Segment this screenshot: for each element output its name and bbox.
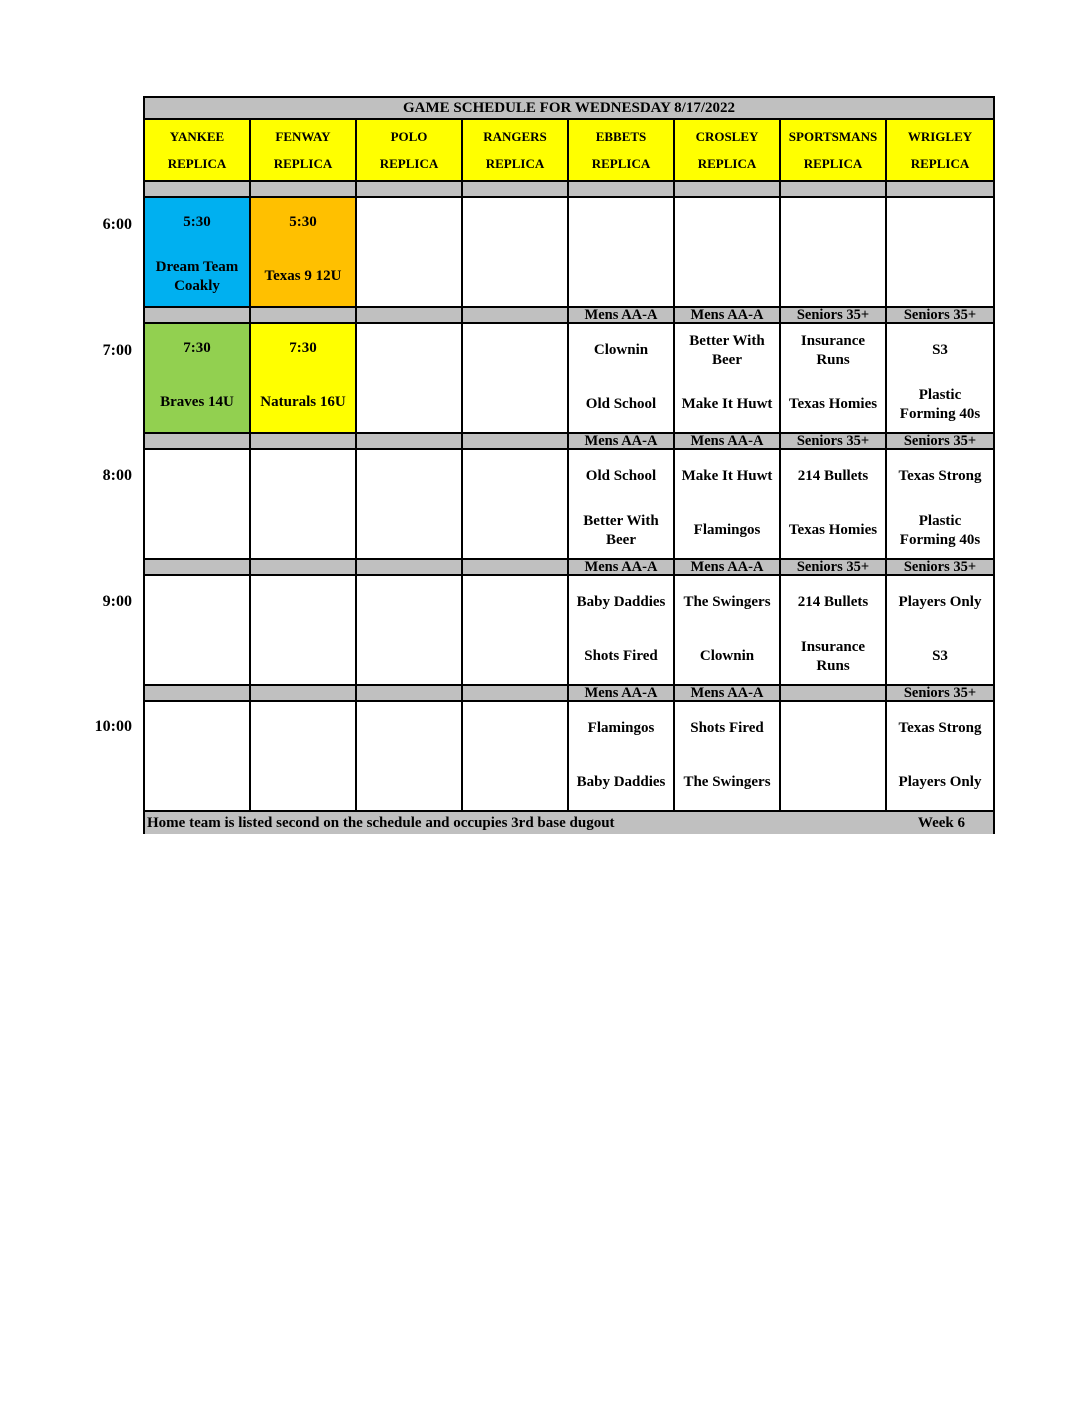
game-top — [781, 198, 885, 252]
time-label: 9:00 — [102, 593, 132, 610]
game-cell — [675, 576, 781, 686]
game-cell — [145, 576, 251, 686]
game-top — [145, 576, 249, 630]
game-top: 5:30 — [289, 214, 317, 231]
division-label: Seniors 35+ — [781, 308, 887, 324]
game-top: 5:30 — [183, 214, 211, 231]
game-top: Better With Beer — [689, 332, 765, 368]
game-top: 214 Bullets — [797, 594, 869, 611]
game-bottom: Texas Homies — [788, 522, 878, 539]
division-label — [145, 686, 251, 702]
game-cell — [887, 576, 993, 686]
game-bottom — [463, 504, 567, 558]
game-bottom: Old School — [585, 396, 657, 413]
game-top — [357, 576, 461, 630]
field-header — [887, 120, 993, 182]
field-header — [145, 120, 251, 182]
game-cell — [251, 450, 357, 560]
game-bottom: Players Only — [898, 774, 982, 791]
game-cell — [781, 198, 887, 308]
division-label: Mens AA-A — [569, 308, 675, 324]
game-bottom: S3 — [932, 648, 948, 665]
game-bottom: Texas Homies — [788, 396, 878, 413]
game-top — [463, 198, 567, 252]
time-label: 7:00 — [102, 342, 132, 359]
game-bottom: Baby Daddies — [576, 774, 666, 791]
game-top — [569, 198, 673, 252]
field-header — [463, 120, 569, 182]
game-cell — [675, 198, 781, 308]
game-bottom — [463, 252, 567, 306]
game-top — [145, 702, 249, 756]
game-cell — [569, 702, 675, 812]
header-spacer — [887, 182, 993, 198]
game-cell — [569, 450, 675, 560]
game-cell — [357, 450, 463, 560]
division-label: Mens AA-A — [569, 686, 675, 702]
time-label: 8:00 — [102, 467, 132, 484]
field-name: FENWAY — [275, 128, 331, 144]
game-top — [251, 576, 355, 630]
game-top: Old School — [585, 468, 657, 485]
game-cell — [675, 324, 781, 434]
division-label — [463, 686, 569, 702]
field-name: WRIGLEY — [907, 128, 973, 144]
schedule-footer — [145, 812, 993, 834]
division-label — [251, 308, 357, 324]
game-cell — [251, 198, 357, 308]
game-top: S3 — [932, 342, 948, 359]
division-label: Mens AA-A — [675, 434, 781, 450]
field-name: POLO — [390, 128, 428, 144]
game-cell — [463, 450, 569, 560]
division-label — [357, 434, 463, 450]
division-label: Seniors 35+ — [887, 434, 993, 450]
game-bottom — [463, 378, 567, 432]
game-top — [357, 702, 461, 756]
game-cell — [463, 576, 569, 686]
game-top: Texas Strong — [898, 468, 982, 485]
game-bottom: Texas 9 12U — [264, 268, 342, 285]
header-spacer — [357, 182, 463, 198]
game-top — [357, 324, 461, 378]
game-cell — [463, 702, 569, 812]
field-name: SPORTSMANS — [788, 128, 878, 144]
game-cell — [569, 576, 675, 686]
game-bottom — [145, 630, 249, 684]
game-bottom: Shots Fired — [584, 648, 658, 665]
game-bottom — [675, 252, 779, 306]
game-top: Texas Strong — [898, 720, 982, 737]
game-bottom: Make It Huwt — [681, 396, 773, 413]
division-label — [251, 560, 357, 576]
field-sub: REPLICA — [910, 155, 970, 171]
game-cell — [145, 450, 251, 560]
game-top — [145, 450, 249, 504]
field-sub: REPLICA — [485, 155, 545, 171]
header-spacer — [569, 182, 675, 198]
game-top: Insurance Runs — [800, 332, 866, 368]
time-label: 10:00 — [94, 718, 132, 735]
game-cell — [145, 702, 251, 812]
game-bottom — [781, 756, 885, 810]
header-spacer — [145, 182, 251, 198]
game-bottom — [463, 630, 567, 684]
field-header — [675, 120, 781, 182]
game-bottom — [357, 504, 461, 558]
field-sub: REPLICA — [273, 155, 333, 171]
game-bottom: Flamingos — [693, 522, 761, 539]
field-header — [781, 120, 887, 182]
game-bottom: Insurance Runs — [800, 638, 866, 674]
game-cell — [887, 324, 993, 434]
division-label: Mens AA-A — [569, 560, 675, 576]
game-top: 7:30 — [183, 340, 211, 357]
division-label: Seniors 35+ — [887, 686, 993, 702]
game-cell — [463, 198, 569, 308]
game-bottom: Naturals 16U — [260, 394, 346, 411]
game-top: Clownin — [593, 342, 649, 359]
field-name: YANKEE — [169, 128, 225, 144]
game-top — [357, 198, 461, 252]
game-top — [781, 702, 885, 756]
game-cell — [569, 198, 675, 308]
division-label — [781, 686, 887, 702]
game-bottom: The Swingers — [683, 774, 771, 791]
game-bottom: Clownin — [699, 648, 755, 665]
field-sub: REPLICA — [697, 155, 757, 171]
game-cell — [781, 702, 887, 812]
schedule-title: GAME SCHEDULE FOR WEDNESDAY 8/17/2022 — [145, 98, 993, 120]
division-label: Mens AA-A — [675, 560, 781, 576]
game-cell — [357, 198, 463, 308]
game-bottom — [887, 252, 993, 306]
division-label: Mens AA-A — [569, 434, 675, 450]
division-label — [145, 434, 251, 450]
game-cell — [357, 702, 463, 812]
game-bottom — [145, 756, 249, 810]
game-cell — [569, 324, 675, 434]
schedule-table — [143, 96, 995, 834]
field-name: CROSLEY — [695, 128, 759, 144]
game-top — [463, 324, 567, 378]
game-cell — [887, 702, 993, 812]
game-cell — [357, 576, 463, 686]
game-top — [251, 450, 355, 504]
division-label: Seniors 35+ — [887, 560, 993, 576]
game-top — [357, 450, 461, 504]
game-bottom — [357, 378, 461, 432]
game-cell — [145, 324, 251, 434]
game-top — [251, 702, 355, 756]
division-label: Seniors 35+ — [781, 560, 887, 576]
game-bottom — [357, 252, 461, 306]
game-bottom — [463, 756, 567, 810]
division-label — [357, 308, 463, 324]
game-bottom: Dream Team Coakly — [155, 258, 239, 294]
game-top: 7:30 — [289, 340, 317, 357]
game-cell — [463, 324, 569, 434]
game-top — [463, 702, 567, 756]
field-header — [569, 120, 675, 182]
game-bottom — [251, 756, 355, 810]
game-bottom — [357, 756, 461, 810]
game-cell — [251, 576, 357, 686]
game-top: Baby Daddies — [576, 594, 666, 611]
field-sub: REPLICA — [167, 155, 227, 171]
game-bottom — [251, 630, 355, 684]
field-sub: REPLICA — [379, 155, 439, 171]
game-cell — [357, 324, 463, 434]
header-spacer — [463, 182, 569, 198]
game-bottom: Plastic Forming 40s — [899, 386, 981, 422]
footer-note: Home team is listed second on the schedule and occupies 3rd base dugout — [147, 814, 615, 831]
division-label — [463, 434, 569, 450]
game-top — [463, 576, 567, 630]
game-top: Make It Huwt — [681, 468, 773, 485]
division-label — [357, 686, 463, 702]
game-top: Shots Fired — [690, 720, 764, 737]
division-label — [357, 560, 463, 576]
division-label: Seniors 35+ — [781, 434, 887, 450]
game-bottom — [781, 252, 885, 306]
time-label: 6:00 — [102, 216, 132, 233]
game-cell — [781, 450, 887, 560]
game-bottom — [251, 504, 355, 558]
game-top: The Swingers — [683, 594, 771, 611]
game-cell — [887, 450, 993, 560]
field-sub: REPLICA — [803, 155, 863, 171]
header-spacer — [675, 182, 781, 198]
game-top: 214 Bullets — [797, 468, 869, 485]
header-spacer — [781, 182, 887, 198]
game-top — [463, 450, 567, 504]
division-label — [145, 308, 251, 324]
field-header — [251, 120, 357, 182]
game-cell — [251, 702, 357, 812]
division-label — [251, 686, 357, 702]
header-spacer — [251, 182, 357, 198]
game-top: Players Only — [898, 594, 982, 611]
game-cell — [145, 198, 251, 308]
game-cell — [675, 702, 781, 812]
division-label — [463, 560, 569, 576]
game-bottom — [145, 504, 249, 558]
footer-week: Week 6 — [917, 814, 965, 831]
game-bottom — [357, 630, 461, 684]
game-bottom: Braves 14U — [160, 394, 234, 411]
game-bottom: Plastic Forming 40s — [899, 512, 981, 548]
field-sub: REPLICA — [591, 155, 651, 171]
game-cell — [887, 198, 993, 308]
division-label: Mens AA-A — [675, 308, 781, 324]
game-cell — [781, 324, 887, 434]
field-name: RANGERS — [483, 128, 547, 144]
field-header — [357, 120, 463, 182]
division-label — [463, 308, 569, 324]
game-cell — [781, 576, 887, 686]
game-top: Flamingos — [587, 720, 655, 737]
division-label — [145, 560, 251, 576]
division-label: Seniors 35+ — [887, 308, 993, 324]
game-bottom: Better With Beer — [583, 512, 659, 548]
game-top — [675, 198, 779, 252]
division-label: Mens AA-A — [675, 686, 781, 702]
division-label — [251, 434, 357, 450]
game-cell — [675, 450, 781, 560]
game-top — [887, 198, 993, 252]
field-name: EBBETS — [595, 128, 647, 144]
game-bottom — [569, 252, 673, 306]
game-cell — [251, 324, 357, 434]
